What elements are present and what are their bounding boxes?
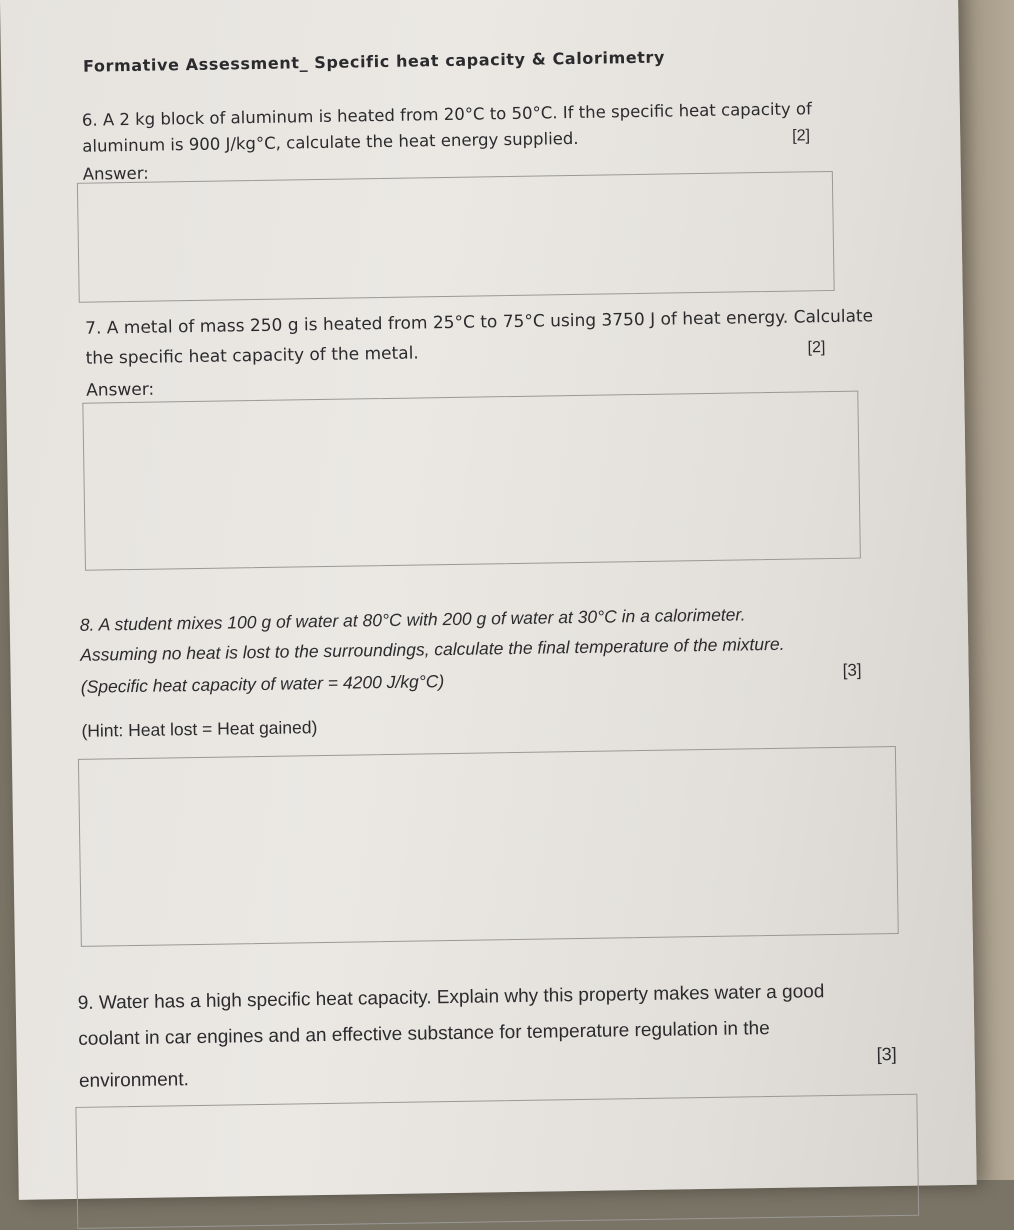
question-7-line-1: 7. A metal of mass 250 g is heated from 25°C to 75°C using 3750 J of heat energy. Calculate (85, 306, 874, 339)
question-8-hint: (Hint: Heat lost = Heat gained) (81, 717, 318, 741)
question-7-answer-box[interactable] (82, 391, 861, 571)
question-9-marks: [3] (876, 1044, 897, 1065)
question-9-line-2: coolant in car engines and an effective substance for temperature regulation in the (78, 1018, 770, 1050)
question-9-line-3: environment. (78, 1069, 189, 1092)
question-7-answer-label: Answer: (85, 379, 155, 401)
question-8-marks: [3] (842, 660, 862, 680)
question-8-line-2: Assuming no heat is lost to the surroundings, calculate the final temperature of the mixture. (80, 633, 785, 665)
question-7-marks: [2] (807, 339, 826, 357)
question-6-line-1: 6. A 2 kg block of aluminum is heated from 20°C to 50°C. If the specific heat capacity of (81, 99, 812, 130)
question-9-answer-box[interactable] (75, 1094, 919, 1229)
question-9-line-1: 9. Water has a high specific heat capacity. Explain why this property makes water a good (77, 981, 825, 1014)
question-8-answer-box[interactable] (78, 746, 899, 947)
question-8-line-3: (Specific heat capacity of water = 4200 J/kg°C) (80, 671, 445, 697)
worksheet-title: Formative Assessment_ Specific heat capacity & Calorimetry (82, 47, 666, 76)
question-6-marks: [2] (792, 127, 811, 145)
question-8-line-1: 8. A student mixes 100 g of water at 80°C with 200 g of water at 30°C in a calorimeter. (79, 604, 746, 635)
question-6-answer-box[interactable] (77, 171, 835, 303)
question-6-line-2: aluminum is 900 J/kg°C, calculate the heat energy supplied. (82, 128, 579, 156)
question-6-answer-label: Answer: (82, 163, 149, 184)
question-7-line-2: the specific heat capacity of the metal. (85, 343, 419, 369)
